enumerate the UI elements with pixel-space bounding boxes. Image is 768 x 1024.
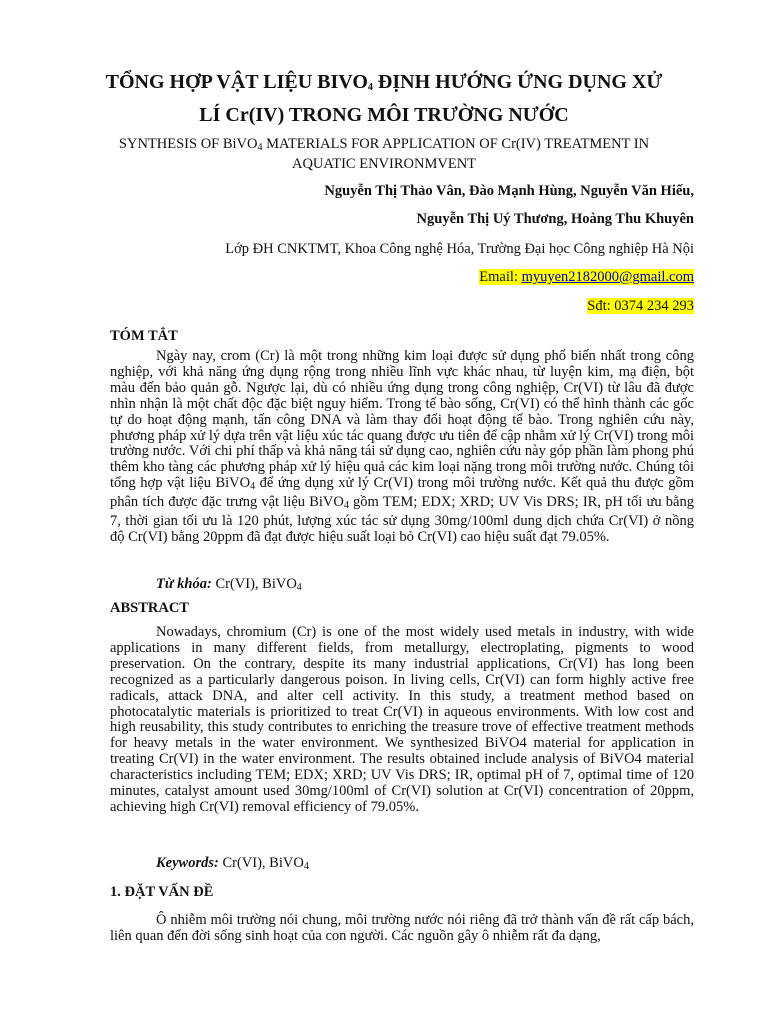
email-label: Email:: [479, 269, 522, 285]
abstract-heading: ABSTRACT: [110, 600, 189, 616]
paper-title-line-1: [60, 70, 708, 100]
authors-line-2: Nguyễn Thị Uý Thương, Hoàng Thu Khuyên: [416, 211, 694, 227]
title-text-1: TỔNG HỢP VẬT LIỆU BIVO: [105, 71, 368, 93]
title-text-1-rest: ĐỊNH HƯỚNG ỨNG DỤNG XỬ: [372, 71, 663, 93]
phone-text: Sđt: 0374 234 293: [587, 298, 694, 314]
paper-title-line-2: LÍ Cr(IV) TRONG MÔI TRƯỜNG NƯỚC: [199, 104, 569, 126]
abstract-keywords-subscript: 4: [303, 861, 309, 872]
contact-phone: [587, 297, 694, 315]
tom-tat-keywords-subscript: 4: [296, 582, 302, 593]
abstract-keywords-value: Cr(VI), BiVO: [218, 855, 304, 871]
tom-tat-keywords-value: Cr(VI), BiVO: [211, 576, 297, 592]
section-1-body: Ô nhiễm môi trường nói chung, môi trường nước nói riêng đã trở thành vấn đề rất cấp bách, liên quan đến đời sống sinh hoạt của con người. Các nguồn gây ô nhiễm rất đa dạng,: [110, 912, 694, 944]
title-subscript: 4: [367, 82, 373, 93]
affiliation: Lớp ĐH CNKTMT, Khoa Công nghệ Hóa, Trường Đại học Công nghiệp Hà Nội: [225, 241, 694, 257]
tom-tat-heading: TÓM TẮT: [110, 328, 178, 344]
abstract-keywords-label: Keywords:: [156, 855, 219, 871]
english-title-part-1: SYNTHESIS OF BiVO: [118, 136, 258, 152]
contact-email: [479, 268, 694, 286]
tom-tat-keywords: [156, 575, 302, 597]
tom-tat-text-b: để ứng dụng xử lý Cr(VI) trong môi trường nước. Kết quả thu được gồm phân tích được đặc trưng vật liệu BiVO: [110, 475, 694, 511]
tom-tat-body: [110, 349, 694, 546]
tom-tat-text-a: Ngày nay, crom (Cr) là một trong những kim loại được sử dụng phổ biến nhất trong công nghiệp, với khả năng ứng dụng rộng trong nhiều lĩnh vực khác nhau, từ luyện kim, mạ điện, bột màu đến bảo quản gỗ. Ngược lại, dù có nhiều ứng dụng trong công nghiệp, Cr(VI) từ lâu đã được nhìn nhận là một chất độc đặc biệt nguy hiểm. Trong tế bào sống, Cr(VI) có thể hình thành các gốc tự do hoạt động mạnh, tấn công DNA và làm thay đổi hoạt động tế bào. Trong nghiên cứu này, phương pháp xử lý dựa trên vật liệu xúc tác quang được ưu tiên để cập nhằm xử lý Cr(VI) trong môi trường nước. Với chi phí thấp và khả năng tái sử dụng cao, nghiên cứu này góp phần làm phong phú thêm kho tàng các phương pháp xử lý hiệu quả các kim loại nặng trong môi trường nước. Chúng tôi tổng hợp vật liệu BiVO: [110, 348, 694, 492]
tom-tat-subscript-1: 4: [250, 481, 256, 493]
email-link[interactable]: myuyen2182000@gmail.com: [521, 269, 694, 285]
section-1-heading: 1. ĐẶT VẤN ĐỀ: [110, 884, 214, 900]
tom-tat-subscript-2: 4: [343, 500, 349, 512]
abstract-body: Nowadays, chromium (Cr) is one of the most widely used metals in industry, with wide applications in many different fields, from metallurgy, electroplating, pigments to wood preservation. On the contrary, despite its many industrial applications, Cr(VI) has long been recognized as a particularly dangerous poison. In living cells, Cr(VI) can form highly active free radicals, attack DNA, and alter cell activity. In this study, a treatment method based on photocatalytic materials is prioritized to treat Cr(VI) in aqueous environments. With low cost and high reusability, this study contributes to enriching the treasure trove of effective treatment methods for heavy metals in the water environment. We synthesized BiVO4 material for application in treating Cr(VI) in the water environment. The results obtained include analysis of BiVO4 material characteristics including TEM; EDX; XRD; UV Vis DRS; IR, optimal pH of 7, optimal time of 120 minutes, catalyst amount used 30mg/100ml of Cr(VI) solution at Cr(VI) concentration of 20ppm, achieving high Cr(VI) removal efficiency of 79.05%.: [110, 624, 694, 815]
english-title-part-2: MATERIALS FOR APPLICATION OF Cr(IV) TREATMENT IN AQUATIC ENVIRONMVENT: [262, 136, 650, 172]
english-title-subscript: 4: [257, 142, 263, 153]
abstract-keywords: [156, 854, 309, 876]
tom-tat-text-c: gồm TEM; EDX; XRD; UV Vis DRS; IR, pH tối ưu bằng 7, thời gian tối ưu là 120 phút, lượng xúc tác sử dụng 30mg/100ml dung dịch chứa Cr(VI) ở nồng độ Cr(VI) bằng 20ppm đã đạt được hiệu suất loại bỏ Cr(VI) cao hiệu suất đạt 79.05%.: [110, 494, 694, 545]
tom-tat-keywords-label: Từ khóa:: [156, 576, 212, 592]
english-title: [100, 136, 668, 173]
authors-line-1: Nguyễn Thị Thảo Vân, Đào Mạnh Hùng, Nguyễn Văn Hiếu,: [324, 183, 694, 199]
